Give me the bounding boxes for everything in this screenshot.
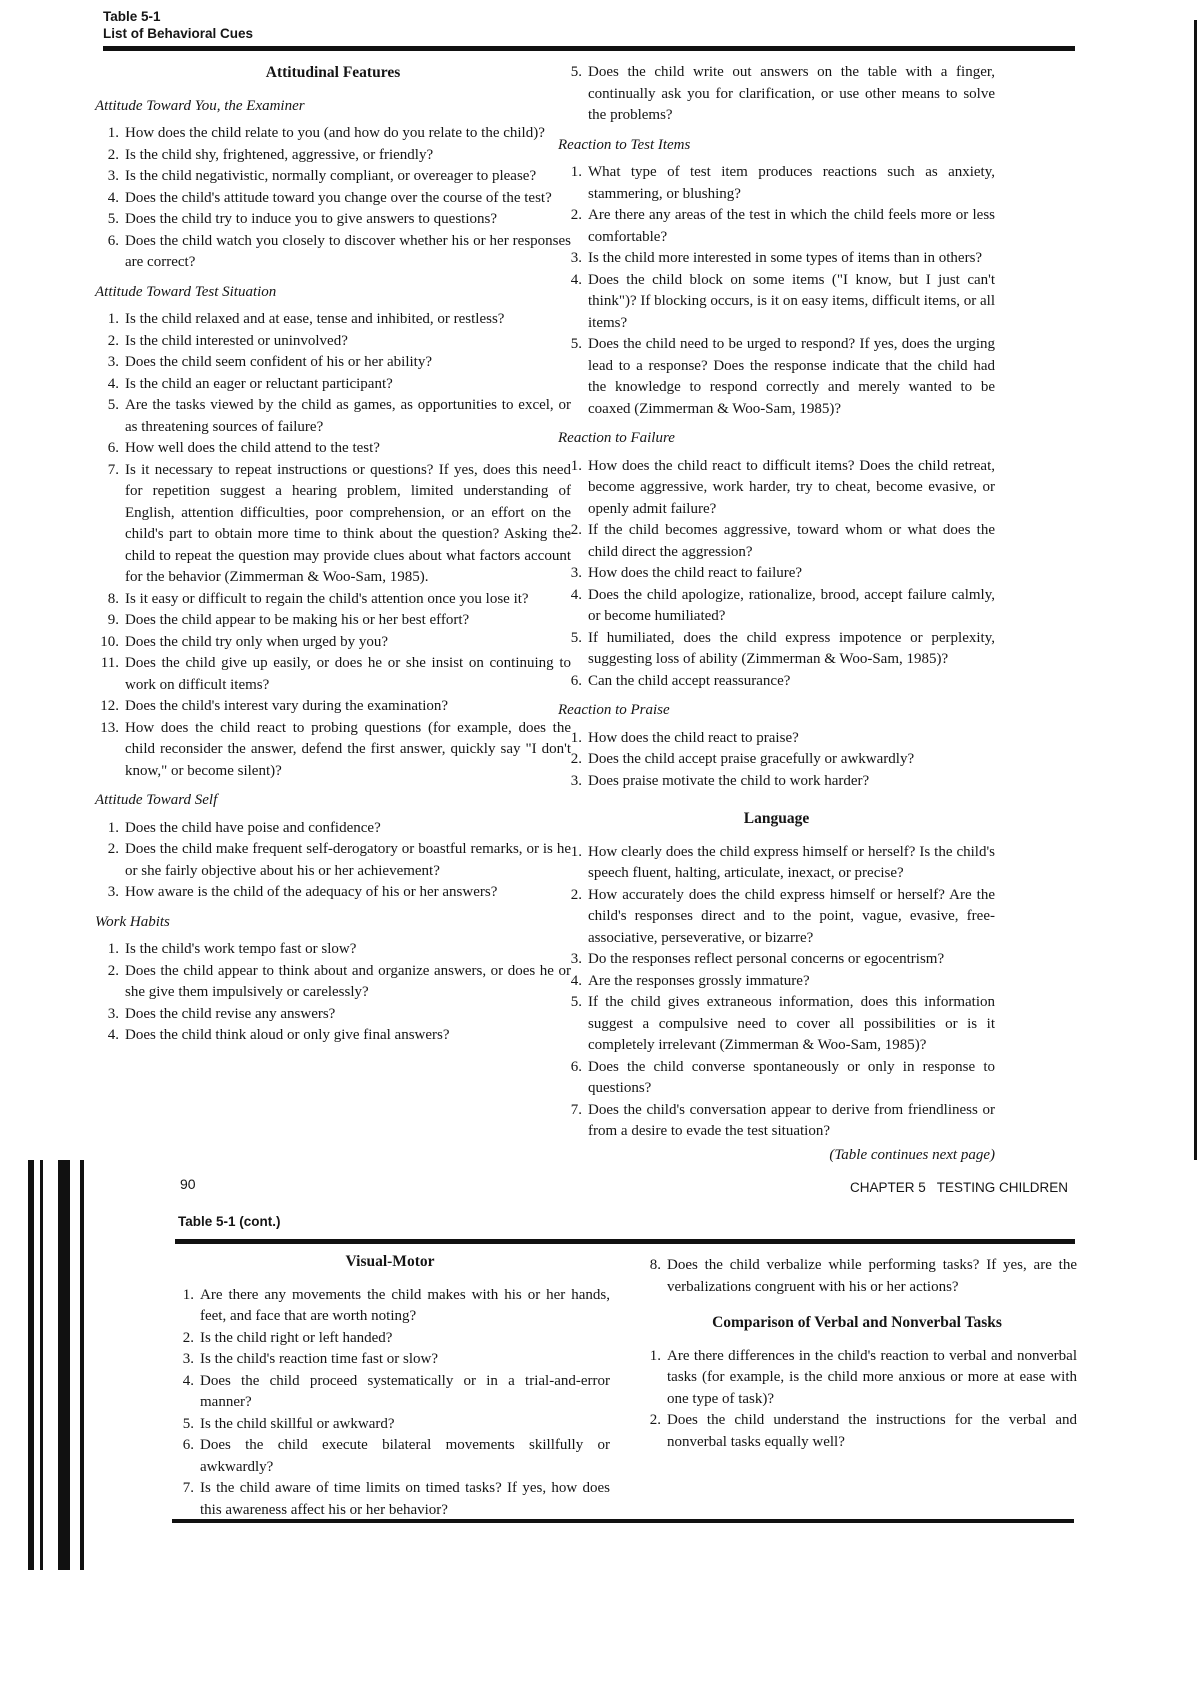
- list-item: [95, 1025, 571, 1047]
- item-text: How does the child react to praise?: [588, 729, 799, 746]
- numbered-list: [558, 162, 995, 420]
- list-item: [558, 771, 995, 793]
- item-number: 5.: [570, 994, 582, 1010]
- list-item: [95, 309, 571, 331]
- item-number: 3.: [107, 884, 119, 900]
- list-item: [95, 352, 571, 374]
- item-text: How does the child react to probing questions (for example, does the child reconsider the answer, defend the first answer, quickly say "I don't know," or become silent)?: [125, 719, 571, 779]
- item-text: How does the child relate to you (and how do you relate to the child)?: [125, 125, 545, 141]
- table-title: List of Behavioral Cues: [103, 26, 254, 41]
- list-item: [558, 205, 995, 248]
- item-number: 5.: [107, 211, 119, 227]
- list-item: [95, 696, 571, 718]
- item-number: 4.: [570, 972, 582, 989]
- table-label: [103, 8, 253, 42]
- list-item: [95, 610, 571, 632]
- item-number: 1.: [107, 941, 119, 957]
- item-number: 2.: [570, 522, 582, 538]
- item-number: 7.: [570, 1101, 582, 1118]
- list-item: [558, 62, 995, 127]
- list-item: [637, 1346, 1077, 1411]
- item-number: 4.: [570, 586, 582, 603]
- numbered-list: [558, 842, 995, 1143]
- item-number: 3.: [570, 250, 582, 266]
- carryover-list-2: [637, 1255, 1077, 1298]
- item-number: 2.: [107, 332, 119, 349]
- carryover-list: [558, 62, 995, 127]
- left-binding-mark: [28, 1160, 34, 1570]
- item-number: 5.: [570, 336, 582, 352]
- item-text: Does praise motivate the child to work harder?: [588, 772, 870, 789]
- numbered-list: [95, 309, 571, 782]
- item-text: Are the tasks viewed by the child as games, as opportunities to excel, or as threatening sources of failure?: [125, 397, 571, 435]
- list-item: [95, 145, 571, 167]
- list-item: [95, 331, 571, 353]
- item-text: How aware is the child of the adequacy of his or her answers?: [125, 884, 498, 900]
- item-text: Does the child appear to think about and organize answers, or does he or she give them impulsively or carelessly?: [125, 962, 571, 1000]
- item-text: If the child gives extraneous information, does this information suggest a compulsive need to cover all possibilities or is it completely irrelevant (Zimmerman & Woo-Sam, 1985)?: [588, 994, 995, 1053]
- item-number: 4.: [107, 189, 119, 206]
- item-number: 5.: [182, 1415, 194, 1432]
- list-item: [95, 188, 571, 210]
- list-item: [558, 949, 995, 971]
- item-number: 9.: [107, 612, 119, 628]
- list-item: [95, 231, 571, 274]
- item-text: Are there differences in the child's reaction to verbal and nonverbal tasks (for example, is the child more anxious or more at ease with one type of task)?: [667, 1347, 1077, 1407]
- item-text: Are there any areas of the test in which the child feels more or less comfortable?: [588, 207, 995, 245]
- item-text: Does the child accept praise gracefully or awkwardly?: [588, 751, 915, 767]
- list-item: [95, 438, 571, 460]
- item-number: 1.: [649, 1347, 661, 1364]
- item-number: 7.: [107, 461, 119, 478]
- item-number: 8.: [649, 1257, 661, 1273]
- list-item: [95, 374, 571, 396]
- subsection-heading: Reaction to Failure: [558, 430, 675, 446]
- item-number: 12.: [100, 698, 119, 714]
- list-item: [558, 248, 995, 270]
- list-item: [558, 971, 995, 993]
- list-item: [558, 749, 995, 771]
- item-text: How does the child react to failure?: [588, 565, 803, 581]
- item-number: 4.: [182, 1372, 194, 1389]
- item-number: 3.: [570, 565, 582, 581]
- item-text: Is the child skillful or awkward?: [200, 1415, 395, 1432]
- left-binding-mark-3: [58, 1160, 70, 1570]
- item-text: How clearly does the child express himself or herself? Is the child's speech fluent, halting, articulate, inexact, or precise?: [588, 843, 995, 881]
- list-item: [95, 818, 571, 840]
- item-number: 6.: [570, 1058, 582, 1075]
- comparison-heading: Comparison of Verbal and Nonverbal Tasks: [712, 1314, 1002, 1331]
- left-binding-mark-2: [40, 1160, 43, 1570]
- item-text: Is the child aware of time limits on timed tasks? If yes, how does this awareness affect his or her behavior?: [200, 1480, 610, 1518]
- item-text: Does the child need to be urged to respond? If yes, does the urging lead to a response? Does the response indicate that the child had the knowledge to respond correctly and merely wanted to be coaxed (Zimmerman & Woo-Sam, 1985)?: [588, 336, 995, 417]
- item-text: Is the child shy, frightened, aggressive, or friendly?: [125, 146, 434, 163]
- item-text: Is the child negativistic, normally compliant, or overeager to please?: [125, 168, 537, 184]
- item-text: Is the child's reaction time fast or slow?: [200, 1351, 439, 1367]
- item-number: 6.: [107, 232, 119, 249]
- list-item: [95, 589, 571, 611]
- item-number: 3.: [107, 1005, 119, 1022]
- list-item: [558, 1100, 995, 1143]
- table-continues-note: (Table continues next page): [829, 1146, 995, 1163]
- item-number: 1.: [182, 1286, 194, 1303]
- list-item: [170, 1328, 610, 1350]
- numbered-list: [95, 123, 571, 274]
- subsection-heading: Work Habits: [95, 913, 170, 930]
- item-text: Does the child try only when urged by you?: [125, 633, 389, 650]
- list-item: [558, 456, 995, 521]
- list-item: [95, 123, 571, 145]
- comparison-column: [637, 1255, 1077, 1453]
- list-item: [95, 839, 571, 882]
- item-text: How accurately does the child express himself or herself? Are the child's responses direct and to the point, vague, evasive, free-associative, perseverative, or bizarre?: [588, 886, 995, 946]
- item-text: Does the child's interest vary during the examination?: [125, 698, 449, 714]
- list-item: [170, 1349, 610, 1371]
- subsection-heading: Attitude Toward Test Situation: [95, 283, 277, 300]
- item-number: 10.: [100, 633, 119, 650]
- list-item: [558, 628, 995, 671]
- numbered-list: [95, 939, 571, 1047]
- item-number: 13.: [100, 719, 119, 736]
- item-number: 2.: [107, 841, 119, 857]
- item-number: 1.: [570, 729, 582, 746]
- list-item: [95, 939, 571, 961]
- item-text: Can the child accept reassurance?: [588, 672, 791, 689]
- item-number: 2.: [107, 962, 119, 979]
- numbered-list: [95, 818, 571, 904]
- item-number: 3.: [570, 772, 582, 789]
- list-item: [558, 563, 995, 585]
- item-text: Are there any movements the child makes with his or her hands, feet, and face that are worth noting?: [200, 1286, 610, 1324]
- item-number: 5.: [570, 64, 582, 80]
- list-item: [558, 162, 995, 205]
- attitudinal-features-heading: Attitudinal Features: [265, 64, 401, 81]
- item-number: 3.: [182, 1351, 194, 1367]
- item-text: How does the child react to difficult items? Does the child retreat, become aggressive, work harder, try to cheat, become evasive, or openly admit failure?: [588, 457, 995, 517]
- subsection-heading: Reaction to Praise: [558, 702, 670, 718]
- second-top-rule: [175, 1239, 1075, 1244]
- list-item: [170, 1285, 610, 1328]
- item-text: Does the child block on some items ("I know, but I just can't think")? If blocking occurs, is it on easy items, difficult items, or all items?: [588, 271, 996, 331]
- list-item: [95, 166, 571, 188]
- right-edge-mark: [1194, 20, 1197, 1160]
- item-number: 1.: [570, 843, 582, 860]
- item-text: If humiliated, does the child express impotence or perplexity, suggesting loss of ability (Zimmerman & Woo-Sam, 1985)?: [588, 629, 995, 667]
- list-item: [170, 1478, 610, 1521]
- item-text: Is the child an eager or reluctant participant?: [125, 375, 393, 392]
- item-number: 2.: [182, 1329, 194, 1346]
- visual-motor-column: [170, 1251, 610, 1521]
- item-number: 2.: [570, 886, 582, 903]
- item-text: Do the responses reflect personal concerns or egocentrism?: [588, 951, 945, 967]
- item-number: 2.: [570, 207, 582, 223]
- numbered-list: [558, 456, 995, 693]
- item-number: 6.: [107, 440, 119, 456]
- numbered-list: [558, 728, 995, 793]
- item-text: If the child becomes aggressive, toward whom or what does the child direct the aggression?: [588, 522, 995, 560]
- list-item: [95, 460, 571, 589]
- item-text: Is the child right or left handed?: [200, 1329, 393, 1346]
- visual-motor-heading: Visual-Motor: [345, 1253, 435, 1270]
- list-item: [170, 1435, 610, 1478]
- list-item: [95, 718, 571, 783]
- item-text: Is the child's work tempo fast or slow?: [125, 941, 357, 957]
- list-item: [558, 585, 995, 628]
- item-text: Does the child proceed systematically or in a trial-and-error manner?: [200, 1372, 610, 1410]
- item-text: Does the child execute bilateral movements skillfully or awkwardly?: [200, 1437, 610, 1475]
- list-item: [558, 728, 995, 750]
- chapter-running-head: CHAPTER 5 TESTING CHILDREN: [850, 1180, 1069, 1195]
- item-number: 2.: [570, 751, 582, 767]
- table-number: Table 5-1: [103, 9, 161, 24]
- list-item: [637, 1410, 1077, 1453]
- item-number: 2.: [649, 1412, 661, 1428]
- item-number: 3.: [107, 354, 119, 370]
- list-item: [95, 209, 571, 231]
- list-item: [95, 395, 571, 438]
- list-item: [558, 885, 995, 950]
- item-text: How well does the child attend to the test?: [125, 440, 380, 456]
- numbered-list: [637, 1346, 1077, 1454]
- item-text: What type of test item produces reactions such as anxiety, stammering, or blushing?: [588, 164, 995, 202]
- item-text: Does the child have poise and confidence?: [125, 819, 381, 836]
- item-text: Is the child more interested in some types of items than in others?: [588, 250, 983, 266]
- list-item: [95, 961, 571, 1004]
- numbered-list: [170, 1285, 610, 1522]
- bottom-rule: [172, 1519, 1074, 1523]
- item-number: 4.: [570, 271, 582, 288]
- item-number: 1.: [570, 457, 582, 474]
- list-item: [558, 334, 995, 420]
- item-text: Does the child think aloud or only give final answers?: [125, 1027, 450, 1043]
- list-item: [95, 632, 571, 654]
- item-text: Does the child converse spontaneously or only in response to questions?: [588, 1058, 995, 1096]
- item-text: Does the child try to induce you to give answers to questions?: [125, 211, 498, 227]
- list-item: [558, 520, 995, 563]
- list-item: [95, 882, 571, 904]
- item-text: Is it necessary to repeat instructions or questions? If yes, does this need for repetition suggest a hearing problem, limited understanding of English, attention difficulties, poor comprehension, or an effort on the child's part to obtain more time to think about the question? Asking the child to repeat the question may provide clues about what factors account for the behavior (Zimmerman & Woo-Sam, 1985).: [125, 461, 571, 585]
- left-column: [95, 62, 571, 1047]
- item-text: Is the child interested or uninvolved?: [125, 332, 348, 349]
- item-number: 2.: [107, 146, 119, 163]
- right-column: [558, 62, 995, 1166]
- item-text: Does the child's attitude toward you change over the course of the test?: [125, 189, 552, 206]
- item-text: Does the child make frequent self-derogatory or boastful remarks, or is he or she fairly objective about his or her achievement?: [125, 841, 571, 879]
- list-item: [637, 1255, 1077, 1298]
- page-number: 90: [180, 1176, 196, 1192]
- item-number: 1.: [107, 819, 119, 836]
- subsection-heading: Attitude Toward You, the Examiner: [95, 97, 305, 114]
- item-number: 8.: [107, 590, 119, 607]
- item-text: Does the child appear to be making his or her best effort?: [125, 612, 470, 628]
- item-number: 11.: [100, 655, 119, 671]
- left-binding-mark-4: [80, 1160, 84, 1570]
- item-number: 3.: [107, 168, 119, 184]
- item-number: 6.: [182, 1437, 194, 1453]
- list-item: [558, 270, 995, 335]
- item-text: Does the child seem confident of his or her ability?: [125, 354, 432, 370]
- item-text: Does the child give up easily, or does he or she insist on continuing to work on difficult items?: [125, 655, 571, 693]
- subsection-heading: Attitude Toward Self: [95, 792, 218, 808]
- second-table-label: Table 5-1 (cont.): [178, 1214, 281, 1229]
- item-number: 5.: [570, 629, 582, 646]
- item-text: Are the responses grossly immature?: [588, 972, 810, 989]
- item-number: 5.: [107, 397, 119, 413]
- item-number: 4.: [107, 375, 119, 392]
- list-item: [95, 653, 571, 696]
- item-number: 7.: [182, 1480, 194, 1496]
- list-item: [558, 1057, 995, 1100]
- list-item: [170, 1371, 610, 1414]
- list-item: [558, 671, 995, 693]
- item-number: 1.: [570, 164, 582, 180]
- item-text: Does the child write out answers on the table with a finger, continually ask you for clarification, or use other means to solve the problems?: [588, 64, 995, 123]
- item-text: Does the child's conversation appear to derive from friendliness or from a desire to evade the test situation?: [588, 1101, 995, 1139]
- item-text: Does the child revise any answers?: [125, 1005, 336, 1022]
- item-text: Does the child verbalize while performing tasks? If yes, are the verbalizations congruent with his or her actions?: [667, 1257, 1077, 1295]
- language-heading: Language: [743, 810, 810, 827]
- subsection-heading: Reaction to Test Items: [558, 136, 691, 153]
- item-text: Is the child relaxed and at ease, tense and inhibited, or restless?: [125, 311, 505, 327]
- top-rule: [103, 46, 1075, 51]
- list-item: [558, 842, 995, 885]
- item-text: Does the child watch you closely to discover whether his or her responses are correct?: [125, 232, 571, 270]
- item-number: 3.: [570, 951, 582, 967]
- item-number: 4.: [107, 1027, 119, 1043]
- list-item: [558, 992, 995, 1057]
- list-item: [95, 1004, 571, 1026]
- item-text: Does the child apologize, rationalize, brood, accept failure calmly, or become humiliated?: [588, 586, 995, 624]
- item-text: Is it easy or difficult to regain the child's attention once you lose it?: [125, 590, 529, 607]
- item-number: 6.: [570, 672, 582, 689]
- item-number: 1.: [107, 311, 119, 327]
- item-number: 1.: [107, 125, 119, 141]
- item-text: Does the child understand the instructions for the verbal and nonverbal tasks equally well?: [667, 1412, 1077, 1450]
- list-item: [170, 1414, 610, 1436]
